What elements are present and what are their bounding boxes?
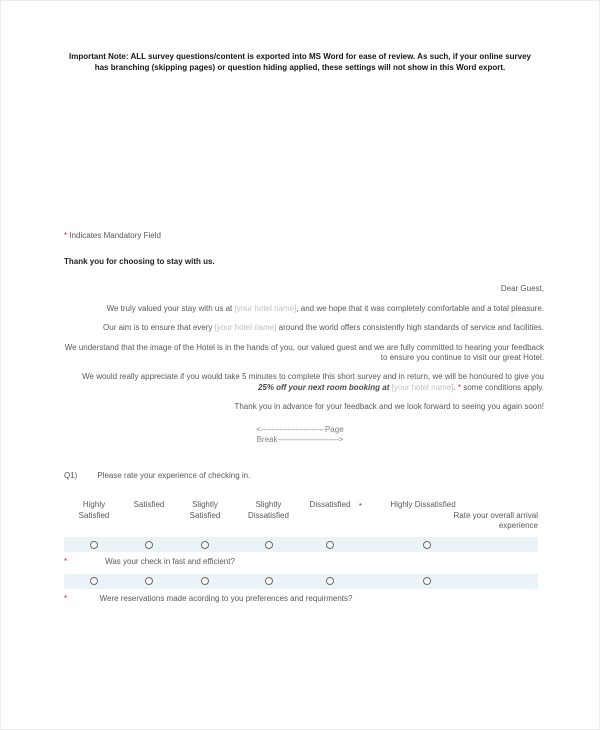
radio-cell (124, 541, 174, 549)
question-1 (64, 471, 599, 480)
radio-button-icon[interactable] (145, 541, 153, 549)
page-break-line-1: <------------------------Page (256, 424, 344, 434)
sub-question-2-text: Were reservations made acording to you preferences and requirments? (99, 593, 353, 603)
mandatory-field-text: Indicates Mandatory Field (67, 231, 161, 241)
radio-cell (64, 541, 124, 549)
sub-question-row-1 (64, 557, 538, 567)
hotel-name-placeholder: [your hotel name] (391, 382, 454, 392)
radio-button-icon[interactable] (423, 577, 431, 585)
radio-button-icon[interactable] (265, 577, 273, 585)
radio-cell (64, 577, 124, 585)
salutation: Dear Guest, (500, 284, 544, 294)
mandatory-field-note (64, 231, 599, 240)
paragraph-5: Thank you in advance for your feedback and we look forward to seeing you again soon! (234, 402, 544, 412)
radio-button-icon[interactable] (265, 541, 273, 549)
paragraph-2 (64, 323, 544, 333)
overall-arrival-question: Rate your overall arrival experience (453, 510, 538, 531)
page-break-line-2: Break-----------------------> (256, 434, 344, 444)
rating-header-row (64, 500, 538, 531)
radio-button-icon[interactable] (423, 541, 431, 549)
radio-cell (236, 577, 301, 585)
letter-body (64, 284, 544, 412)
paragraph-4-punct: . (453, 382, 458, 392)
radio-button-icon[interactable] (90, 577, 98, 585)
radio-cell (359, 577, 538, 585)
question-1-number: Q1) (64, 471, 78, 481)
hotel-name-placeholder: [your hotel name] (214, 323, 277, 333)
required-asterisk: * (64, 557, 68, 567)
header-highly-dissatisfied: Highly Dissatisfied Rate your overall arrival experience (359, 500, 538, 531)
paragraph-4-text: We would really appreciate if you would take 5 minutes to complete this short survey and in return, we will be honoured to give you (82, 372, 544, 382)
radio-button-icon[interactable] (201, 541, 209, 549)
paragraph-3 (64, 343, 544, 364)
radio-cell (359, 541, 538, 549)
radio-cell (174, 577, 236, 585)
header-satisfied: Satisfied (133, 500, 165, 510)
header-slightly-dissatisfied: Slightly Dissatisfied (248, 500, 289, 520)
required-asterisk: * (64, 231, 68, 241)
rating-matrix-table (64, 500, 538, 604)
paragraph-2-text-cont: around the world offers consistently high standards of service and facilities. (276, 323, 544, 333)
conditions-text: some conditions apply. (460, 382, 544, 392)
paragraph-4 (64, 372, 544, 393)
radio-cell (124, 577, 174, 585)
sub-question-row-2 (64, 594, 538, 604)
paragraph-2-text: Our aim is to ensure that every (103, 323, 215, 333)
radio-cell (174, 541, 236, 549)
required-asterisk: * (358, 502, 362, 512)
question-1-text: Please rate your experience of checking in. (97, 471, 251, 481)
header-slightly-satisfied: Slightly Satisfied (189, 500, 221, 520)
header-dissatisfied: Dissatisfied * (309, 500, 362, 512)
radio-cell (301, 541, 359, 549)
radio-button-icon[interactable] (201, 577, 209, 585)
radio-button-icon[interactable] (326, 541, 334, 549)
page-break-marker (1, 425, 599, 446)
rating-row-2 (64, 574, 538, 589)
paragraph-1-text-cont: , and we hope that it was completely comfortable and a total pleasure. (296, 303, 544, 313)
discount-offer-text: 25% off your next room booking at (257, 382, 392, 392)
rating-row-1 (64, 537, 538, 552)
header-highly-satisfied: Highly Satisfied (78, 500, 110, 520)
required-asterisk: * (64, 593, 68, 603)
important-note: Important Note: ALL survey questions/content is exported into MS Word for ease of review. As such, if your online survey has branching (skipping pages) or question hiding applied, these settings will not show in this Word export. (68, 52, 531, 73)
conditions-asterisk: * (457, 382, 461, 392)
paragraph-3-text: We understand that the image of the Hotel is in the hands of you, our valued guest and we are fully committed to hearing your feedback to ensure you continue to visit our great Hotel. (64, 342, 544, 362)
paragraph-1-text: We truly valued your stay with us at (106, 303, 235, 313)
sub-question-1-text: Was your check in fast and efficient? (105, 557, 235, 567)
radio-cell (301, 577, 359, 585)
thank-you-heading: Thank you for choosing to stay with us. (64, 257, 215, 267)
hotel-name-placeholder: [your hotel name] (234, 303, 297, 313)
radio-button-icon[interactable] (90, 541, 98, 549)
radio-button-icon[interactable] (326, 577, 334, 585)
radio-button-icon[interactable] (145, 577, 153, 585)
radio-cell (236, 541, 301, 549)
paragraph-1 (64, 304, 544, 314)
